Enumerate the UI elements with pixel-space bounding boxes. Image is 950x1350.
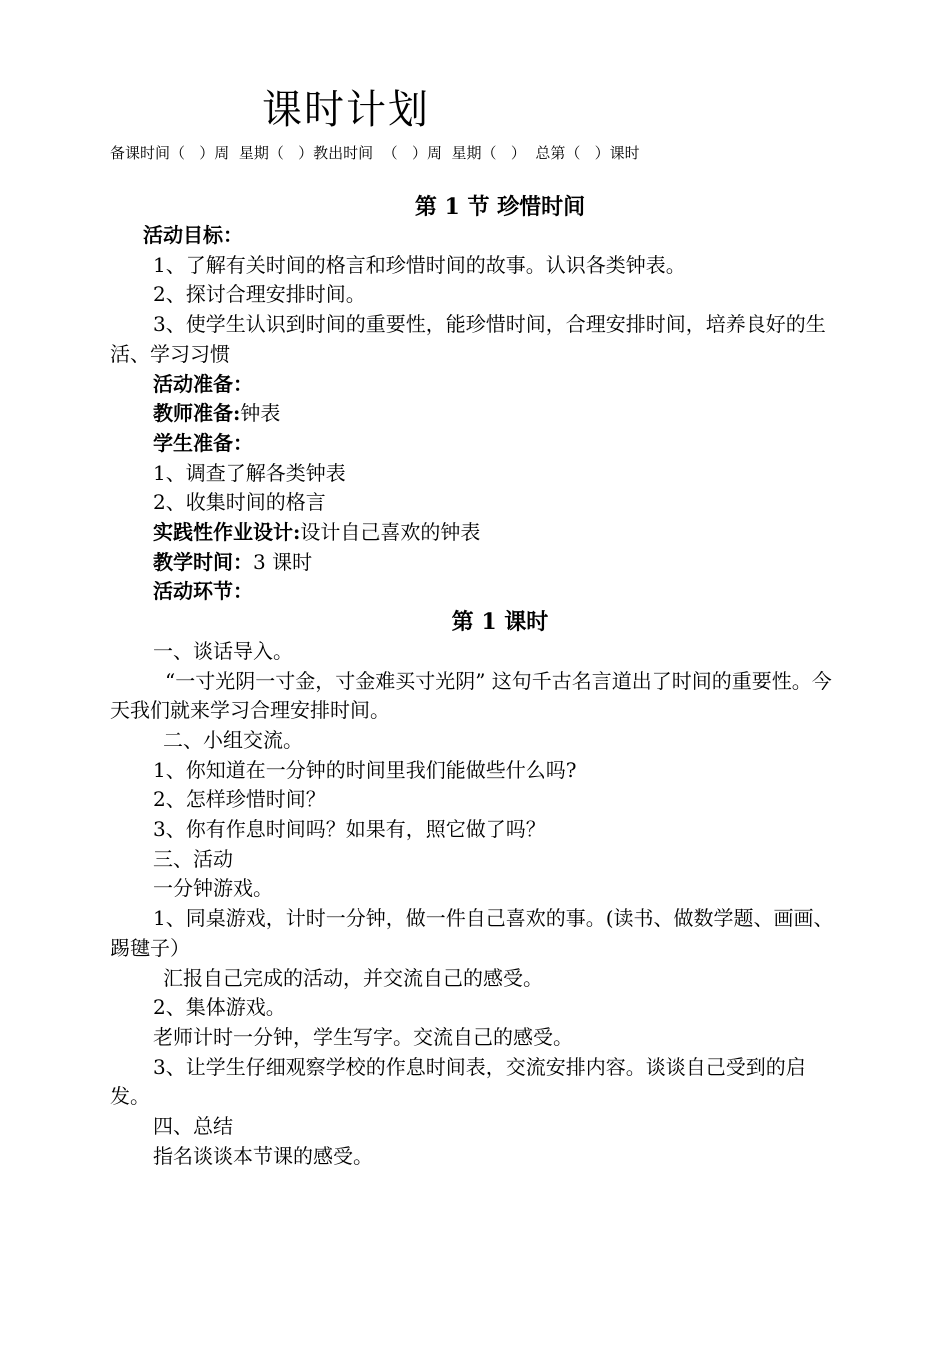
student-prep-label: 学生准备： [153,430,253,455]
lesson-line: “一寸光阴一寸金，寸金难买寸光阴” 这句千古名言道出了时间的重要性。今天我们就来学习合理安排时间。 [110,668,832,723]
goal-item: 3、使学生认识到时间的重要性，能珍惜时间，合理安排时间，培养良好的生活、学习习惯 [110,312,826,366]
goal-item: 1、了解有关时间的格言和珍惜时间的故事。认识各类钟表。 [153,252,686,277]
teacher-prep-value: 钟表 [240,401,281,426]
student-prep-item: 2、收集时间的格言 [153,490,326,515]
goals-label: 活动目标： [143,223,243,247]
lesson-line: 2、怎样珍惜时间？ [153,787,326,812]
teacher-prep [110,399,845,429]
lesson-line: 1、同桌游戏，计时一分钟，做一件自己喜欢的事。(读书、做数学题、画画、踢毽子） [110,906,834,960]
teacher-prep-label: 教师准备: [153,401,241,426]
lesson-line: 三、活动 [153,846,233,871]
lesson-line: 汇报自己完成的活动，并交流自己的感受。 [163,965,543,990]
lesson-line: 3、你有作息时间吗？如果有，照它做了吗？ [153,817,546,842]
goal-item: 2、探讨合理安排时间。 [153,282,366,307]
lesson-title: 第 1 课时 [451,609,549,635]
lesson-line: 四、总结 [153,1114,233,1139]
homework [110,518,845,548]
lesson-line: 一、谈话导入。 [153,638,293,663]
lesson-line: 2、集体游戏。 [153,995,286,1020]
lesson-line: 一分钟游戏。 [153,876,273,901]
lesson-line: 老师计时一分钟，学生写字。交流自己的感受。 [153,1024,573,1049]
steps-label: 活动环节： [153,579,253,604]
document-title: 课时计划 [262,87,430,133]
document-body [110,221,845,1171]
teaching-time-label: 教学时间： [153,549,253,574]
homework-label: 实践性作业设计: [153,520,301,545]
lesson-line: 二、小组交流。 [163,727,303,752]
homework-value: 设计自己喜欢的钟表 [300,520,481,545]
student-prep-item: 1、调查了解各类钟表 [153,460,346,485]
lesson-line: 3、让学生仔细观察学校的作息时间表，交流安排内容。谈谈自己受到的启发。 [110,1054,806,1109]
schedule-meta-line: 备课时间（ ）周 星期（ ）教出时间 （ ）周 星期（ ） 总第（ ）课时 [110,144,640,162]
lesson-line: 指名谈谈本节课的感受。 [153,1143,373,1168]
teaching-time [110,548,845,578]
prep-label: 活动准备： [153,371,253,396]
lesson-line: 1、你知道在一分钟的时间里我们能做些什么吗? [153,757,577,782]
section-title: 第 1 节 珍惜时间 [414,194,586,220]
teaching-time-value: 3 课时 [253,549,313,574]
